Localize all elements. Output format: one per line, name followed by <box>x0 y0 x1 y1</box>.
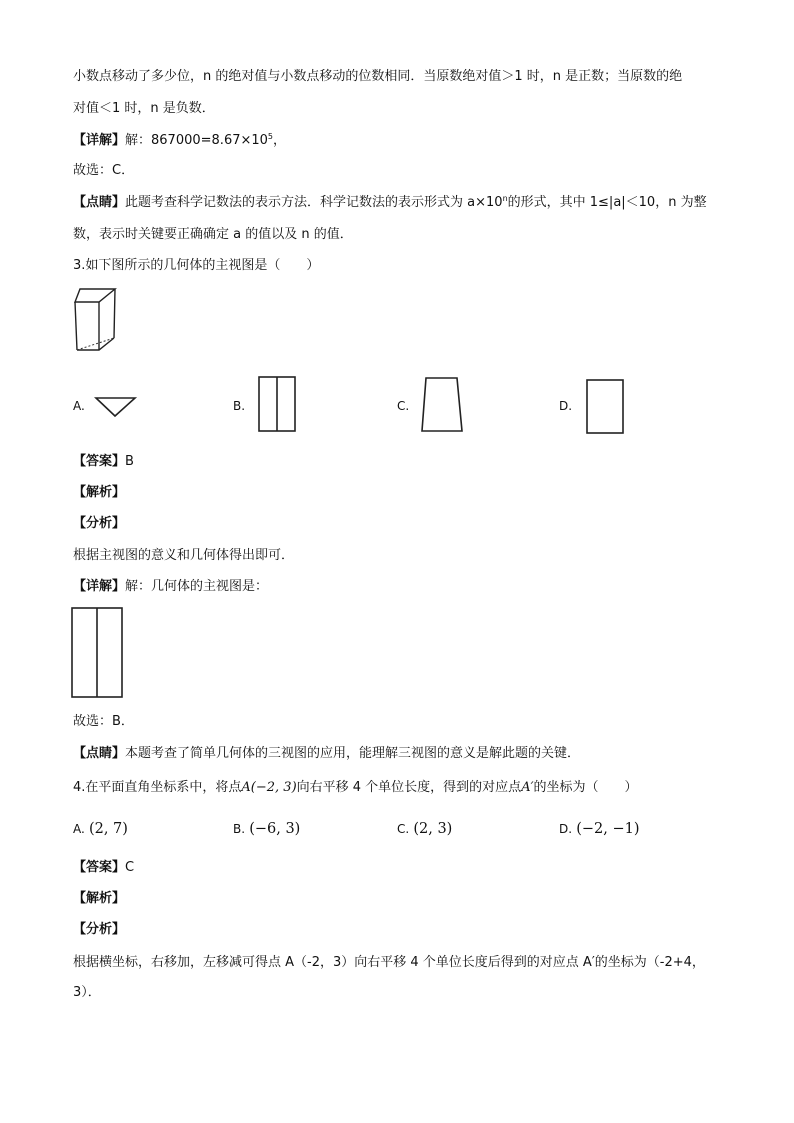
option-c <box>397 821 452 838</box>
comment-tag: 【点睛】 <box>73 195 126 210</box>
answer-tag: 【答案】 <box>73 454 126 469</box>
question-4-stem <box>73 780 638 796</box>
detail-line <box>73 579 268 595</box>
text-line: 小数点移动了多少位，n 的绝对值与小数点移动的位数相同．当原数绝对值＞1 时，n 是正数；当原数的绝 <box>73 69 683 84</box>
option-label: D. <box>559 822 573 836</box>
text-line: 数，表示时关键要正确确定 a 的值以及 n 的值． <box>73 227 353 242</box>
option-b-label: B. <box>233 399 246 413</box>
fenxi-tag: 【分析】 <box>73 922 126 937</box>
option-label: A. <box>73 822 85 836</box>
comment-text-end: 的形式，其中 1≤|a|＜10，n 为整 <box>507 195 707 210</box>
option-c-label: C. <box>397 399 410 413</box>
point-a: A(−2, 3) <box>241 780 297 795</box>
text-line: 对值＜1 时，n 是负数． <box>73 101 215 116</box>
choose-line: 故选：B． <box>73 714 134 729</box>
detail-text: 解：几何体的主视图是： <box>125 579 269 594</box>
option-d-label: D. <box>559 399 573 413</box>
answer-line <box>73 860 134 876</box>
stem-part: 4.在平面直角坐标系中，将点 <box>73 780 242 795</box>
analysis-tag: 【解析】 <box>73 485 126 500</box>
comment-line <box>73 195 707 211</box>
detail-line <box>73 133 286 149</box>
option-a-label: A. <box>73 399 85 413</box>
comment-text: 本题考查了简单几何体的三视图的应用，能理解三视图的意义是解此题的关键． <box>125 746 581 761</box>
detail-text: 解：867000=8.67×10 <box>125 133 268 148</box>
fenxi-text: 根据主视图的意义和几何体得出即可． <box>73 548 295 563</box>
exponent: n <box>502 194 508 203</box>
option-a <box>73 821 128 838</box>
comment-line <box>73 746 580 762</box>
detail-text-end: ， <box>273 133 287 148</box>
option-d <box>559 821 640 838</box>
option-c-trapezoid <box>420 376 464 434</box>
option-label: B. <box>233 822 246 836</box>
answer-tag: 【答案】 <box>73 860 126 875</box>
fenxi-text: 根据横坐标，右移加，左移减可得点 A（-2，3）向右平移 4 个单位长度后得到的对应点 A′的坐标为（-2+4， <box>73 955 705 970</box>
stem-part: 的坐标为（ ） <box>533 780 638 795</box>
detail-tag: 【详解】 <box>73 133 126 148</box>
comment-tag: 【点睛】 <box>73 746 126 761</box>
fenxi-tag: 【分析】 <box>73 516 126 531</box>
answer-value: B <box>125 454 134 469</box>
comment-text: 此题考查科学记数法的表示方法．科学记数法的表示形式为 a×10 <box>125 195 503 210</box>
analysis-tag: 【解析】 <box>73 891 126 906</box>
detail-tag: 【详解】 <box>73 579 126 594</box>
option-value: (2, 3) <box>413 821 453 837</box>
option-value: (−2, −1) <box>576 821 640 837</box>
option-d-rect <box>585 378 627 436</box>
answer-value: C <box>125 860 135 875</box>
exponent: 5 <box>267 132 274 141</box>
question-3-stem: 3.如下图所示的几何体的主视图是（ ） <box>73 258 320 273</box>
stem-part: 向右平移 4 个单位长度，得到的对应点 <box>296 780 522 795</box>
point-a-prime: A′ <box>521 780 534 795</box>
choose-line: 故选：C． <box>73 163 135 178</box>
option-b-split-rect <box>258 376 298 434</box>
answer-line <box>73 454 134 470</box>
option-label: C. <box>397 822 410 836</box>
option-value: (2, 7) <box>88 821 128 837</box>
option-value: (−6, 3) <box>249 821 301 837</box>
prism-figure <box>70 286 120 358</box>
fenxi-text: 3）． <box>73 985 101 1000</box>
option-b <box>233 821 300 838</box>
option-a-triangle <box>95 396 137 418</box>
front-view-figure <box>71 607 125 701</box>
